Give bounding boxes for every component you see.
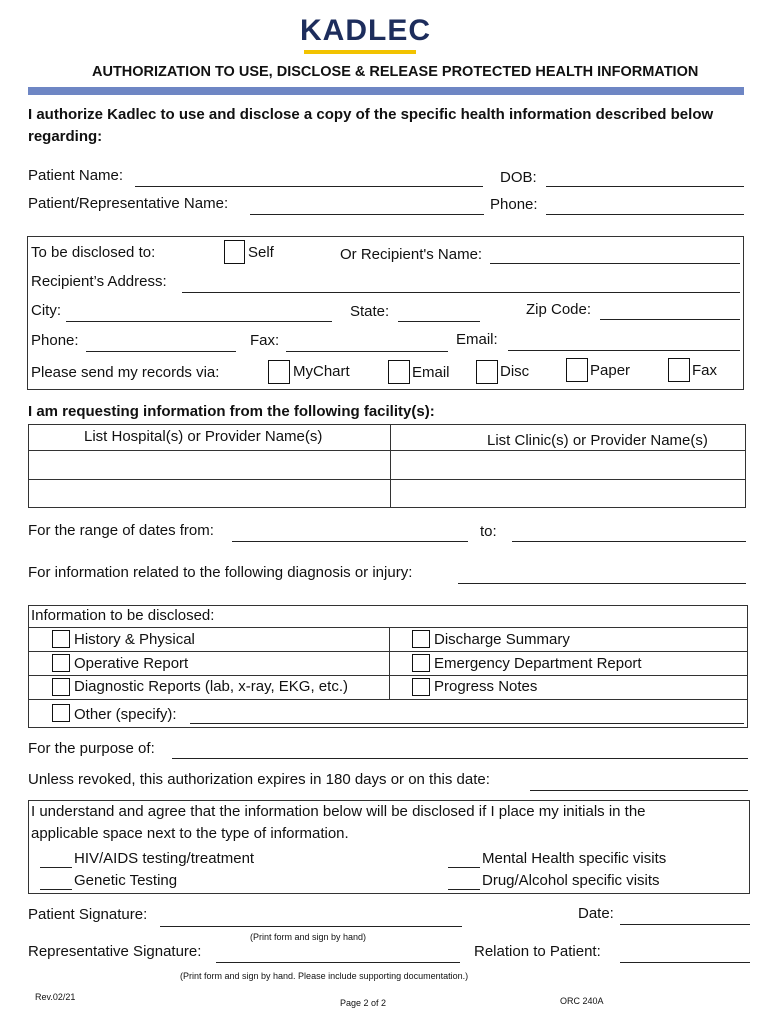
rep-signature-field[interactable] bbox=[216, 962, 460, 963]
hiv-initials-field[interactable] bbox=[40, 867, 72, 868]
form-id: ORC 240A bbox=[560, 996, 604, 1006]
purpose-label: For the purpose of: bbox=[28, 740, 155, 757]
dates-from-field[interactable] bbox=[232, 541, 468, 542]
mental-health-label: Mental Health specific visits bbox=[482, 850, 667, 867]
recipient-phone-field[interactable] bbox=[86, 351, 236, 352]
initials-text-line-1: I understand and agree that the information below will be disclosed if I place my initials in the bbox=[31, 803, 646, 820]
patient-signature-field[interactable] bbox=[160, 926, 462, 927]
intro-line-2: regarding: bbox=[28, 128, 103, 145]
discharge-summary-checkbox[interactable] bbox=[412, 630, 430, 648]
email-label: Email: bbox=[456, 331, 498, 348]
recipient-phone-label: Phone: bbox=[31, 332, 79, 349]
fax-checkbox[interactable] bbox=[668, 358, 690, 382]
operative-report-checkbox[interactable] bbox=[52, 654, 70, 672]
rep-name-label: Patient/Representative Name: bbox=[28, 195, 229, 212]
hiv-label: HIV/AIDS testing/treatment bbox=[74, 850, 255, 867]
mychart-label: MyChart bbox=[293, 363, 350, 380]
expiry-label: Unless revoked, this authorization expires in 180 days or on this date: bbox=[28, 771, 490, 788]
form-title: AUTHORIZATION TO USE, DISCLOSE & RELEASE PROTECTED HEALTH INFORMATION bbox=[92, 64, 699, 80]
dates-from-label: For the range of dates from: bbox=[28, 522, 214, 539]
logo-underline-bar bbox=[304, 50, 416, 54]
disclosure-row-divider-1 bbox=[28, 651, 748, 652]
rep-signature-label: Representative Signature: bbox=[28, 943, 202, 960]
zip-label: Zip Code: bbox=[526, 301, 592, 318]
rep-note: (Print form and sign by hand. Please include supporting documentation.) bbox=[180, 971, 469, 981]
progress-notes-checkbox[interactable] bbox=[412, 678, 430, 696]
genetic-initials-field[interactable] bbox=[40, 889, 72, 890]
emergency-report-label: Emergency Department Report bbox=[434, 655, 642, 672]
diagnostic-reports-label: Diagnostic Reports (lab, x-ray, EKG, etc.) bbox=[74, 678, 348, 695]
email-option-label: Email bbox=[412, 364, 450, 381]
relation-label: Relation to Patient: bbox=[474, 943, 601, 960]
logo-text: KADLEC bbox=[300, 14, 431, 47]
page-number: Page 2 of 2 bbox=[340, 998, 387, 1008]
send-via-label: Please send my records via: bbox=[31, 364, 220, 381]
fax-option-label: Fax bbox=[692, 362, 718, 379]
progress-notes-label: Progress Notes bbox=[434, 678, 538, 695]
other-label: Other (specify): bbox=[74, 706, 177, 723]
disclosure-row-divider-2 bbox=[28, 675, 748, 676]
facility-col-hospital: List Hospital(s) or Provider Name(s) bbox=[84, 428, 323, 445]
email-field[interactable] bbox=[508, 350, 740, 351]
state-field[interactable] bbox=[398, 321, 480, 322]
fax-field[interactable] bbox=[286, 351, 448, 352]
email-checkbox[interactable] bbox=[388, 360, 410, 384]
hospital-cell-1[interactable] bbox=[29, 451, 389, 478]
genetic-label: Genetic Testing bbox=[74, 872, 178, 889]
patient-phone-field[interactable] bbox=[546, 214, 744, 215]
dob-field[interactable] bbox=[546, 186, 744, 187]
patient-signature-label: Patient Signature: bbox=[28, 906, 148, 923]
recipient-name-label: Or Recipient's Name: bbox=[340, 246, 483, 263]
self-checkbox[interactable] bbox=[224, 240, 245, 264]
clinic-cell-1[interactable] bbox=[391, 451, 745, 478]
history-physical-label: History & Physical bbox=[74, 631, 195, 648]
recipient-address-field[interactable] bbox=[182, 292, 740, 293]
initials-text-line-2: applicable space next to the type of information. bbox=[31, 825, 349, 842]
dates-to-label: to: bbox=[480, 523, 497, 540]
discharge-summary-label: Discharge Summary bbox=[434, 631, 570, 648]
city-field[interactable] bbox=[66, 321, 332, 322]
other-field[interactable] bbox=[190, 723, 744, 724]
disc-label: Disc bbox=[500, 363, 530, 380]
title-bar bbox=[28, 87, 744, 95]
mychart-checkbox[interactable] bbox=[268, 360, 290, 384]
facility-col-clinic: List Clinic(s) or Provider Name(s) bbox=[487, 432, 708, 449]
other-checkbox[interactable] bbox=[52, 704, 70, 722]
diagnosis-label: For information related to the following diagnosis or injury: bbox=[28, 564, 413, 581]
drug-alcohol-initials-field[interactable] bbox=[448, 889, 480, 890]
patient-name-field[interactable] bbox=[135, 186, 483, 187]
expiry-date-field[interactable] bbox=[530, 790, 748, 791]
print-note: (Print form and sign by hand) bbox=[250, 932, 367, 942]
emergency-report-checkbox[interactable] bbox=[412, 654, 430, 672]
city-label: City: bbox=[31, 302, 61, 319]
history-physical-checkbox[interactable] bbox=[52, 630, 70, 648]
patient-name-label: Patient Name: bbox=[28, 167, 124, 184]
diagnostic-reports-checkbox[interactable] bbox=[52, 678, 70, 696]
patient-phone-label: Phone: bbox=[490, 196, 538, 213]
disclosed-to-label: To be disclosed to: bbox=[31, 244, 156, 261]
clinic-cell-2[interactable] bbox=[391, 480, 745, 507]
disclosure-row-divider-3 bbox=[28, 699, 748, 700]
diagnosis-field[interactable] bbox=[458, 583, 746, 584]
facility-heading: I am requesting information from the following facility(s): bbox=[28, 403, 435, 420]
revision-label: Rev.02/21 bbox=[35, 992, 76, 1002]
intro-line-1: I authorize Kadlec to use and disclose a copy of the specific health information described below bbox=[28, 106, 714, 123]
zip-field[interactable] bbox=[600, 319, 740, 320]
date-label: Date: bbox=[578, 905, 614, 922]
date-field[interactable] bbox=[620, 924, 750, 925]
purpose-field[interactable] bbox=[172, 758, 748, 759]
drug-alcohol-label: Drug/Alcohol specific visits bbox=[482, 872, 660, 889]
dates-to-field[interactable] bbox=[512, 541, 746, 542]
rep-name-field[interactable] bbox=[250, 214, 484, 215]
relation-field[interactable] bbox=[620, 962, 750, 963]
operative-report-label: Operative Report bbox=[74, 655, 189, 672]
kadlec-logo bbox=[300, 14, 431, 54]
paper-checkbox[interactable] bbox=[566, 358, 588, 382]
recipient-name-field[interactable] bbox=[490, 263, 740, 264]
recipient-address-label: Recipient’s Address: bbox=[31, 273, 167, 290]
dob-label: DOB: bbox=[500, 169, 537, 186]
fax-label: Fax: bbox=[250, 332, 280, 349]
disclosure-col-divider bbox=[389, 627, 390, 699]
disc-checkbox[interactable] bbox=[476, 360, 498, 384]
state-label: State: bbox=[350, 303, 390, 320]
self-label: Self bbox=[248, 244, 274, 261]
disclosure-heading: Information to be disclosed: bbox=[31, 607, 215, 624]
paper-label: Paper bbox=[590, 362, 631, 379]
mental-health-initials-field[interactable] bbox=[448, 867, 480, 868]
hospital-cell-2[interactable] bbox=[29, 480, 389, 507]
disclosure-header-divider bbox=[28, 627, 748, 628]
